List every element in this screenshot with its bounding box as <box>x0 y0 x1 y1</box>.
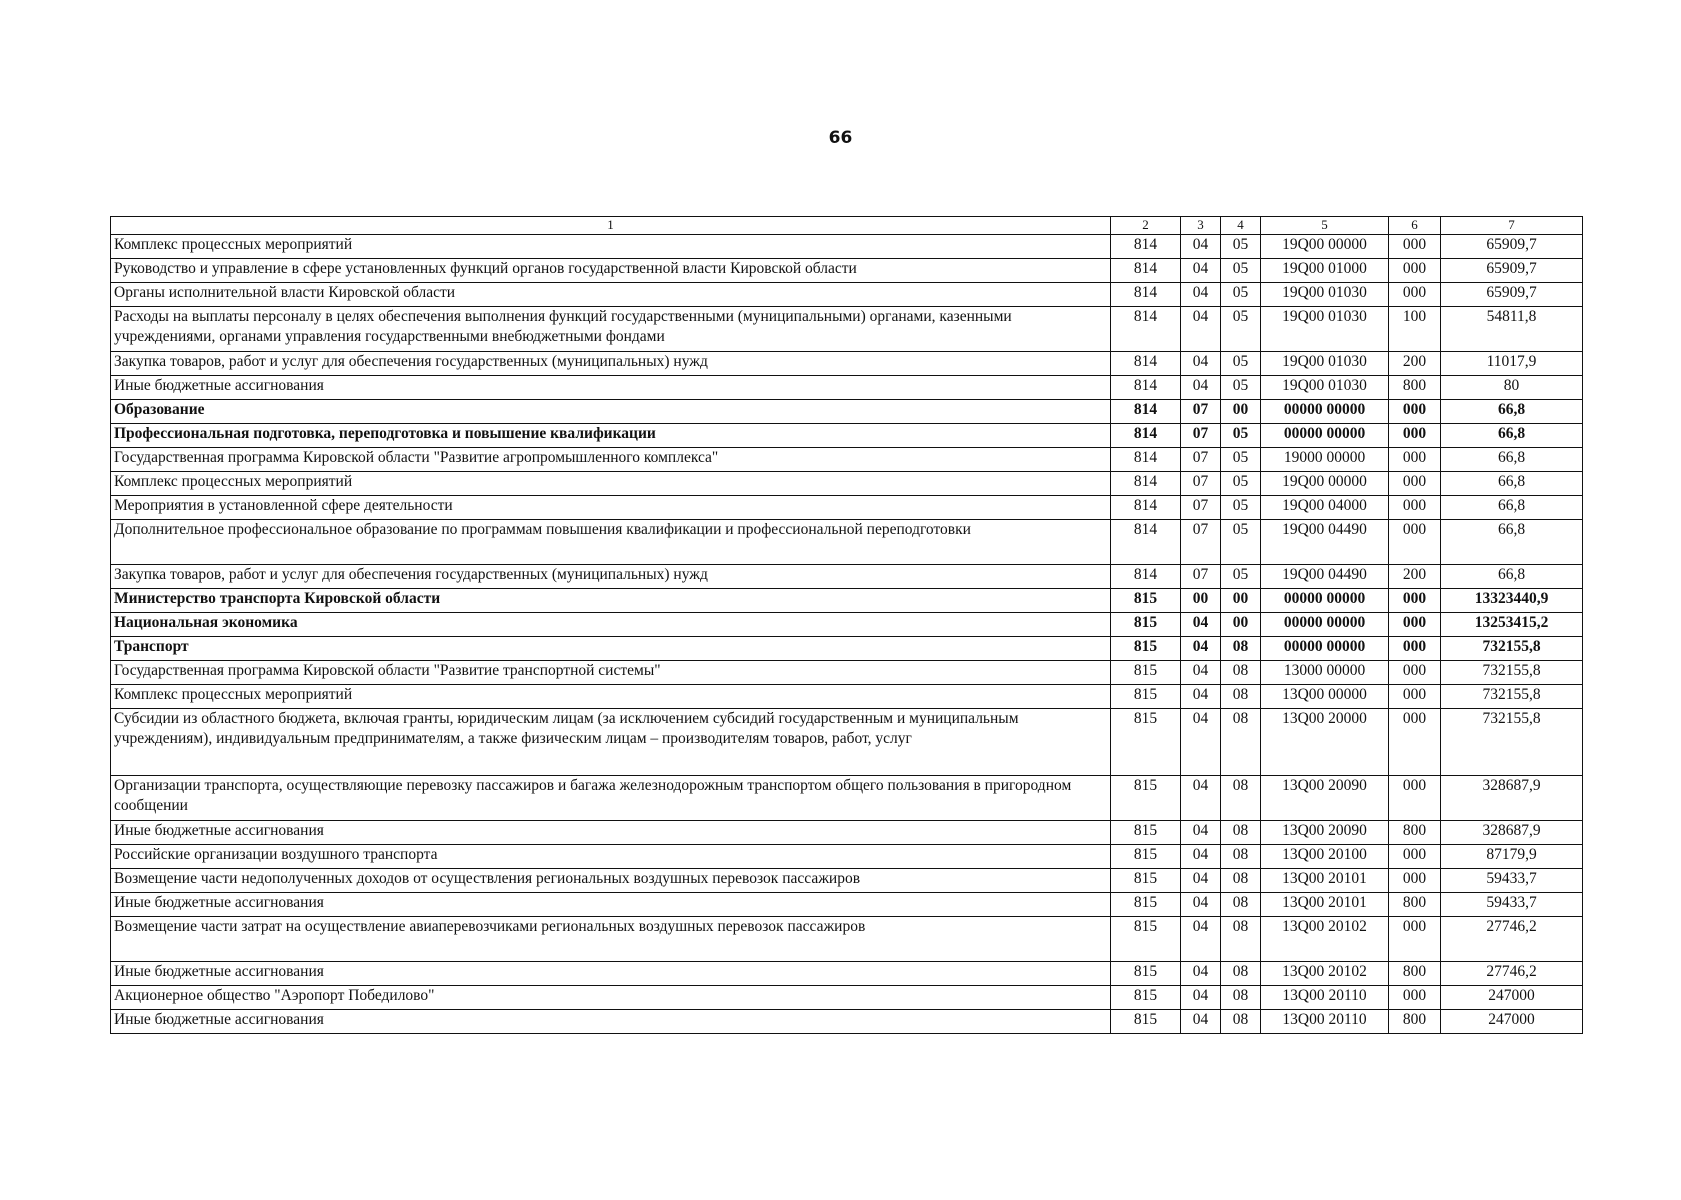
amount-cell: 66,8 <box>1441 424 1583 448</box>
row-name-cell: Образование <box>111 400 1111 424</box>
amount-cell: 80 <box>1441 376 1583 400</box>
row-name-cell: Дополнительное профессиональное образование по программам повышения квалификации и профессиональной переподготовки <box>111 520 1111 565</box>
code-cell: 814 <box>1111 424 1181 448</box>
target-article-cell: 13Q00 20102 <box>1261 917 1389 962</box>
section-cell: 04 <box>1181 661 1221 685</box>
amount-cell: 732155,8 <box>1441 637 1583 661</box>
subsection-cell: 05 <box>1221 424 1261 448</box>
target-article-cell: 13Q00 20101 <box>1261 893 1389 917</box>
amount-cell: 65909,7 <box>1441 235 1583 259</box>
row-name-cell: Комплекс процессных мероприятий <box>111 472 1111 496</box>
code-cell: 814 <box>1111 307 1181 352</box>
code-cell: 814 <box>1111 283 1181 307</box>
code-cell: 814 <box>1111 235 1181 259</box>
amount-cell: 27746,2 <box>1441 962 1583 986</box>
column-header: 5 <box>1261 217 1389 235</box>
table-header-row <box>111 217 1583 235</box>
code-cell: 814 <box>1111 565 1181 589</box>
column-header: 3 <box>1181 217 1221 235</box>
amount-cell: 27746,2 <box>1441 917 1583 962</box>
amount-cell: 328687,9 <box>1441 821 1583 845</box>
target-article-cell: 19Q00 04490 <box>1261 520 1389 565</box>
expense-type-cell: 000 <box>1389 986 1441 1010</box>
table-row <box>111 893 1583 917</box>
section-cell: 07 <box>1181 520 1221 565</box>
target-article-cell: 13Q00 20090 <box>1261 776 1389 821</box>
code-cell: 815 <box>1111 709 1181 776</box>
target-article-cell: 19Q00 00000 <box>1261 235 1389 259</box>
target-article-cell: 13Q00 00000 <box>1261 685 1389 709</box>
page-number: 66 <box>828 128 853 148</box>
expense-type-cell: 000 <box>1389 283 1441 307</box>
section-cell: 04 <box>1181 637 1221 661</box>
table-row <box>111 776 1583 821</box>
section-cell: 04 <box>1181 352 1221 376</box>
target-article-cell: 13Q00 20100 <box>1261 845 1389 869</box>
section-cell: 04 <box>1181 307 1221 352</box>
row-name-cell: Российские организации воздушного транспорта <box>111 845 1111 869</box>
target-article-cell: 13Q00 20090 <box>1261 821 1389 845</box>
section-cell: 04 <box>1181 917 1221 962</box>
amount-cell: 328687,9 <box>1441 776 1583 821</box>
expense-type-cell: 800 <box>1389 893 1441 917</box>
column-header: 6 <box>1389 217 1441 235</box>
section-cell: 04 <box>1181 869 1221 893</box>
target-article-cell: 00000 00000 <box>1261 613 1389 637</box>
subsection-cell: 05 <box>1221 448 1261 472</box>
target-article-cell: 19Q00 04000 <box>1261 496 1389 520</box>
amount-cell: 66,8 <box>1441 496 1583 520</box>
code-cell: 815 <box>1111 589 1181 613</box>
table-row <box>111 1010 1583 1034</box>
expense-type-cell: 000 <box>1389 472 1441 496</box>
amount-cell: 87179,9 <box>1441 845 1583 869</box>
table-row <box>111 637 1583 661</box>
target-article-cell: 13Q00 20110 <box>1261 986 1389 1010</box>
target-article-cell: 00000 00000 <box>1261 400 1389 424</box>
subsection-cell: 05 <box>1221 496 1261 520</box>
section-cell: 04 <box>1181 962 1221 986</box>
table-row <box>111 376 1583 400</box>
target-article-cell: 00000 00000 <box>1261 637 1389 661</box>
code-cell: 814 <box>1111 259 1181 283</box>
table-row <box>111 520 1583 565</box>
target-article-cell: 19Q00 04490 <box>1261 565 1389 589</box>
code-cell: 814 <box>1111 400 1181 424</box>
expense-type-cell: 000 <box>1389 845 1441 869</box>
section-cell: 07 <box>1181 496 1221 520</box>
expense-type-cell: 000 <box>1389 613 1441 637</box>
section-cell: 04 <box>1181 685 1221 709</box>
section-cell: 00 <box>1181 589 1221 613</box>
subsection-cell: 05 <box>1221 376 1261 400</box>
subsection-cell: 08 <box>1221 776 1261 821</box>
expense-type-cell: 000 <box>1389 637 1441 661</box>
amount-cell: 54811,8 <box>1441 307 1583 352</box>
section-cell: 04 <box>1181 259 1221 283</box>
section-cell: 07 <box>1181 448 1221 472</box>
table-row <box>111 259 1583 283</box>
expense-type-cell: 000 <box>1389 776 1441 821</box>
code-cell: 814 <box>1111 520 1181 565</box>
expense-type-cell: 800 <box>1389 1010 1441 1034</box>
amount-cell: 732155,8 <box>1441 685 1583 709</box>
row-name-cell: Организации транспорта, осуществляющие перевозку пассажиров и багажа железнодорожным транспортом общего пользования в пригородном сообщении <box>111 776 1111 821</box>
code-cell: 815 <box>1111 962 1181 986</box>
column-header: 2 <box>1111 217 1181 235</box>
row-name-cell: Иные бюджетные ассигнования <box>111 376 1111 400</box>
row-name-cell: Закупка товаров, работ и услуг для обеспечения государственных (муниципальных) нужд <box>111 352 1111 376</box>
row-name-cell: Комплекс процессных мероприятий <box>111 235 1111 259</box>
target-article-cell: 19Q00 01030 <box>1261 352 1389 376</box>
row-name-cell: Иные бюджетные ассигнования <box>111 1010 1111 1034</box>
amount-cell: 66,8 <box>1441 520 1583 565</box>
row-name-cell: Транспорт <box>111 637 1111 661</box>
row-name-cell: Иные бюджетные ассигнования <box>111 893 1111 917</box>
target-article-cell: 13Q00 20110 <box>1261 1010 1389 1034</box>
subsection-cell: 00 <box>1221 613 1261 637</box>
target-article-cell: 19Q00 01000 <box>1261 259 1389 283</box>
code-cell: 814 <box>1111 472 1181 496</box>
expense-type-cell: 800 <box>1389 821 1441 845</box>
amount-cell: 247000 <box>1441 986 1583 1010</box>
subsection-cell: 05 <box>1221 235 1261 259</box>
expense-type-cell: 000 <box>1389 589 1441 613</box>
code-cell: 815 <box>1111 821 1181 845</box>
expense-type-cell: 000 <box>1389 259 1441 283</box>
table-row <box>111 496 1583 520</box>
table-row <box>111 472 1583 496</box>
code-cell: 814 <box>1111 352 1181 376</box>
budget-table <box>110 216 1583 1034</box>
code-cell: 815 <box>1111 776 1181 821</box>
target-article-cell: 19Q00 01030 <box>1261 307 1389 352</box>
subsection-cell: 05 <box>1221 259 1261 283</box>
table-row <box>111 986 1583 1010</box>
section-cell: 04 <box>1181 283 1221 307</box>
section-cell: 04 <box>1181 821 1221 845</box>
code-cell: 815 <box>1111 917 1181 962</box>
section-cell: 07 <box>1181 400 1221 424</box>
column-header: 4 <box>1221 217 1261 235</box>
section-cell: 04 <box>1181 893 1221 917</box>
expense-type-cell: 000 <box>1389 520 1441 565</box>
table-row <box>111 709 1583 776</box>
table-row <box>111 917 1583 962</box>
table-row <box>111 283 1583 307</box>
section-cell: 04 <box>1181 235 1221 259</box>
target-article-cell: 00000 00000 <box>1261 424 1389 448</box>
expense-type-cell: 000 <box>1389 448 1441 472</box>
target-article-cell: 13Q00 20000 <box>1261 709 1389 776</box>
subsection-cell: 05 <box>1221 520 1261 565</box>
subsection-cell: 08 <box>1221 845 1261 869</box>
amount-cell: 732155,8 <box>1441 661 1583 685</box>
amount-cell: 65909,7 <box>1441 283 1583 307</box>
expense-type-cell: 000 <box>1389 685 1441 709</box>
subsection-cell: 08 <box>1221 709 1261 776</box>
row-name-cell: Государственная программа Кировской области "Развитие агропромышленного комплекса" <box>111 448 1111 472</box>
amount-cell: 66,8 <box>1441 472 1583 496</box>
row-name-cell: Возмещение части недополученных доходов от осуществления региональных воздушных перевозок пассажиров <box>111 869 1111 893</box>
code-cell: 815 <box>1111 893 1181 917</box>
row-name-cell: Мероприятия в установленной сфере деятельности <box>111 496 1111 520</box>
amount-cell: 11017,9 <box>1441 352 1583 376</box>
target-article-cell: 19Q00 01030 <box>1261 376 1389 400</box>
subsection-cell: 08 <box>1221 1010 1261 1034</box>
target-article-cell: 13Q00 20101 <box>1261 869 1389 893</box>
table-row <box>111 307 1583 352</box>
row-name-cell: Национальная экономика <box>111 613 1111 637</box>
table-row <box>111 352 1583 376</box>
section-cell: 07 <box>1181 424 1221 448</box>
expense-type-cell: 800 <box>1389 962 1441 986</box>
amount-cell: 66,8 <box>1441 400 1583 424</box>
row-name-cell: Руководство и управление в сфере установленных функций органов государственной власти Кировской области <box>111 259 1111 283</box>
table-row <box>111 962 1583 986</box>
table-row <box>111 661 1583 685</box>
table-row <box>111 845 1583 869</box>
amount-cell: 732155,8 <box>1441 709 1583 776</box>
row-name-cell: Органы исполнительной власти Кировской области <box>111 283 1111 307</box>
target-article-cell: 00000 00000 <box>1261 589 1389 613</box>
row-name-cell: Закупка товаров, работ и услуг для обеспечения государственных (муниципальных) нужд <box>111 565 1111 589</box>
row-name-cell: Профессиональная подготовка, переподготовка и повышение квалификации <box>111 424 1111 448</box>
section-cell: 04 <box>1181 613 1221 637</box>
table-row <box>111 613 1583 637</box>
target-article-cell: 13000 00000 <box>1261 661 1389 685</box>
section-cell: 07 <box>1181 565 1221 589</box>
amount-cell: 59433,7 <box>1441 869 1583 893</box>
subsection-cell: 05 <box>1221 283 1261 307</box>
section-cell: 04 <box>1181 1010 1221 1034</box>
column-header: 1 <box>111 217 1111 235</box>
subsection-cell: 08 <box>1221 637 1261 661</box>
subsection-cell: 08 <box>1221 869 1261 893</box>
row-name-cell: Акционерное общество "Аэропорт Победилово" <box>111 986 1111 1010</box>
subsection-cell: 08 <box>1221 962 1261 986</box>
code-cell: 815 <box>1111 685 1181 709</box>
amount-cell: 13253415,2 <box>1441 613 1583 637</box>
section-cell: 04 <box>1181 845 1221 869</box>
subsection-cell: 05 <box>1221 472 1261 496</box>
subsection-cell: 08 <box>1221 893 1261 917</box>
subsection-cell: 00 <box>1221 589 1261 613</box>
section-cell: 04 <box>1181 776 1221 821</box>
table-row <box>111 589 1583 613</box>
expense-type-cell: 200 <box>1389 352 1441 376</box>
subsection-cell: 08 <box>1221 821 1261 845</box>
target-article-cell: 19Q00 01030 <box>1261 283 1389 307</box>
code-cell: 815 <box>1111 869 1181 893</box>
table-row <box>111 821 1583 845</box>
section-cell: 07 <box>1181 472 1221 496</box>
row-name-cell: Комплекс процессных мероприятий <box>111 685 1111 709</box>
expense-type-cell: 100 <box>1389 307 1441 352</box>
code-cell: 814 <box>1111 496 1181 520</box>
table-row <box>111 565 1583 589</box>
row-name-cell: Субсидии из областного бюджета, включая гранты, юридическим лицам (за исключением субсидий государственным и муниципальным учреждениям), индивидуальным предпринимателям, а также физическим лицам – производителям товаров, работ, услуг <box>111 709 1111 776</box>
expense-type-cell: 000 <box>1389 869 1441 893</box>
row-name-cell: Иные бюджетные ассигнования <box>111 821 1111 845</box>
table-row <box>111 685 1583 709</box>
expense-type-cell: 000 <box>1389 917 1441 962</box>
row-name-cell: Расходы на выплаты персоналу в целях обеспечения выполнения функций государственными (муниципальными) органами, казенными учреждениями, органами управления государственными внебюджетными фондами <box>111 307 1111 352</box>
expense-type-cell: 000 <box>1389 235 1441 259</box>
subsection-cell: 05 <box>1221 565 1261 589</box>
table-row <box>111 235 1583 259</box>
subsection-cell: 08 <box>1221 685 1261 709</box>
table-body <box>111 217 1583 1034</box>
code-cell: 815 <box>1111 661 1181 685</box>
table-row <box>111 448 1583 472</box>
expense-type-cell: 000 <box>1389 496 1441 520</box>
subsection-cell: 05 <box>1221 352 1261 376</box>
subsection-cell: 08 <box>1221 917 1261 962</box>
subsection-cell: 08 <box>1221 661 1261 685</box>
subsection-cell: 08 <box>1221 986 1261 1010</box>
section-cell: 04 <box>1181 986 1221 1010</box>
code-cell: 815 <box>1111 613 1181 637</box>
amount-cell: 13323440,9 <box>1441 589 1583 613</box>
expense-type-cell: 000 <box>1389 424 1441 448</box>
target-article-cell: 19Q00 00000 <box>1261 472 1389 496</box>
expense-type-cell: 000 <box>1389 709 1441 776</box>
row-name-cell: Государственная программа Кировской области "Развитие транспортной системы" <box>111 661 1111 685</box>
code-cell: 814 <box>1111 376 1181 400</box>
section-cell: 04 <box>1181 709 1221 776</box>
table-row <box>111 424 1583 448</box>
amount-cell: 59433,7 <box>1441 893 1583 917</box>
row-name-cell: Иные бюджетные ассигнования <box>111 962 1111 986</box>
code-cell: 815 <box>1111 637 1181 661</box>
amount-cell: 66,8 <box>1441 448 1583 472</box>
expense-type-cell: 200 <box>1389 565 1441 589</box>
column-header: 7 <box>1441 217 1583 235</box>
row-name-cell: Министерство транспорта Кировской области <box>111 589 1111 613</box>
expense-type-cell: 000 <box>1389 400 1441 424</box>
table-row <box>111 400 1583 424</box>
target-article-cell: 19000 00000 <box>1261 448 1389 472</box>
row-name-cell: Возмещение части затрат на осуществление авиаперевозчиками региональных воздушных перевозок пассажиров <box>111 917 1111 962</box>
section-cell: 04 <box>1181 376 1221 400</box>
expense-type-cell: 000 <box>1389 661 1441 685</box>
code-cell: 814 <box>1111 448 1181 472</box>
subsection-cell: 05 <box>1221 307 1261 352</box>
table-row <box>111 869 1583 893</box>
code-cell: 815 <box>1111 845 1181 869</box>
amount-cell: 66,8 <box>1441 565 1583 589</box>
amount-cell: 65909,7 <box>1441 259 1583 283</box>
code-cell: 815 <box>1111 986 1181 1010</box>
target-article-cell: 13Q00 20102 <box>1261 962 1389 986</box>
amount-cell: 247000 <box>1441 1010 1583 1034</box>
expense-type-cell: 800 <box>1389 376 1441 400</box>
code-cell: 815 <box>1111 1010 1181 1034</box>
subsection-cell: 00 <box>1221 400 1261 424</box>
